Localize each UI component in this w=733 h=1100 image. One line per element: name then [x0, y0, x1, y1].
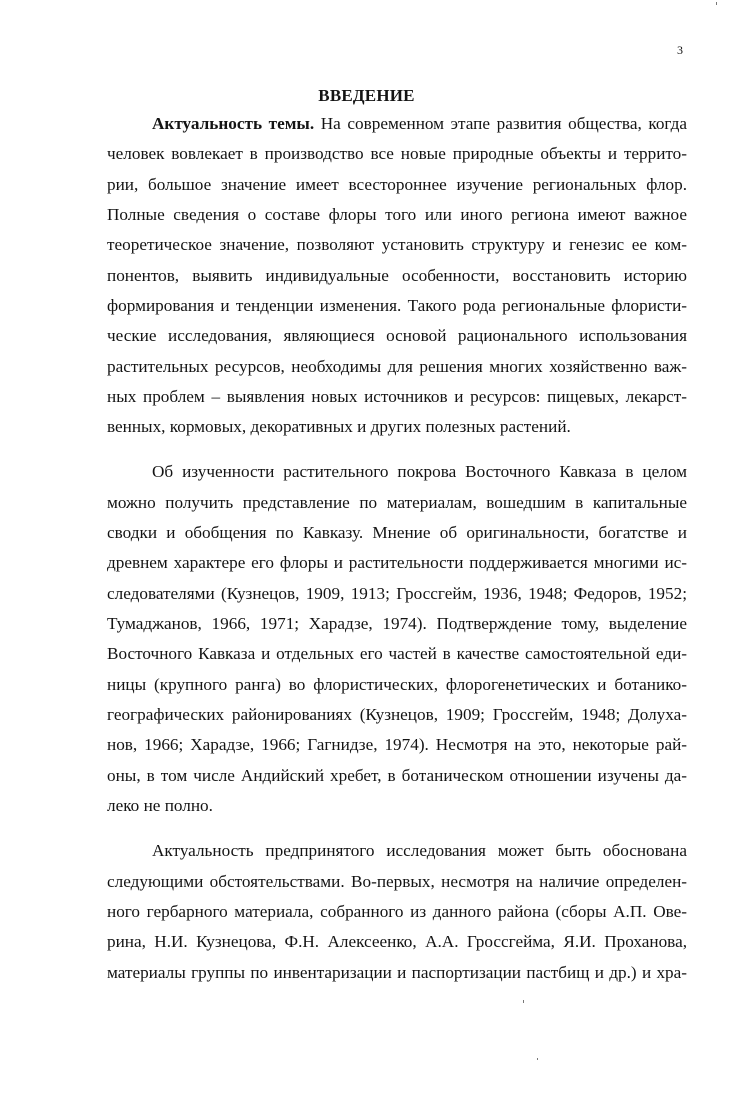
section-heading: ВВЕДЕНИЕ: [318, 86, 415, 105]
paragraph-line: растительных ресурсов, необходимы для решения многих хозяйственно важ-: [107, 357, 687, 376]
paragraph-line: понентов, выявить индивидуальные особенности, восстановить историю: [107, 266, 687, 285]
paragraph-line: древнем характере его флоры и растительности поддерживается многими ис-: [107, 553, 687, 572]
paragraph-line: следователями (Кузнецов, 1909, 1913; Гроссгейм, 1936, 1948; Федоров, 1952;: [107, 584, 687, 603]
paragraph-line: [152, 109, 687, 139]
paragraph-line: Полные сведения о составе флоры того или иного региона имеют важное: [107, 205, 687, 224]
paragraph-line: можно получить представление по материалам, вошедшим в капитальные: [107, 493, 687, 512]
scan-speck: [523, 1000, 524, 1003]
paragraph-line: ческие исследования, являющиеся основой рационального использования: [107, 326, 687, 345]
paragraph-line: рии, большое значение имеет всестороннее изучение региональных флор.: [107, 175, 687, 194]
scan-speck: [716, 2, 717, 5]
paragraph-line: теоретическое значение, позволяют установить структуру и генезис ее ком-: [107, 235, 687, 254]
paragraph-line: венных, кормовых, декоративных и других полезных растений.: [107, 417, 571, 436]
paragraph-line: Тумаджанов, 1966, 1971; Харадзе, 1974). Подтверждение тому, выделение: [107, 614, 687, 633]
paragraph-line: Об изученности растительного покрова Восточного Кавказа в целом: [152, 462, 687, 481]
paragraph-line: географических районированиях (Кузнецов, 1909; Гроссгейм, 1948; Долуха-: [107, 705, 687, 724]
paragraph-line: Восточного Кавказа и отдельных его частей в качестве самостоятельной еди-: [107, 644, 687, 663]
scan-speck: [537, 1058, 538, 1060]
paragraph-line: ницы (крупного ранга) во флористических, флорогенетических и ботанико-: [107, 675, 687, 694]
paragraph-line: следующими обстоятельствами. Во-первых, несмотря на наличие определен-: [107, 872, 687, 891]
paragraph-line: сводки и обобщения по Кавказу. Мнение об оригинальности, богатстве и: [107, 523, 687, 542]
paragraph-line: оны, в том числе Андийский хребет, в ботаническом отношении изучены да-: [107, 766, 687, 785]
paragraph-line: формирования и тенденции изменения. Такого рода региональные флористи-: [107, 296, 687, 315]
page-number: 3: [677, 43, 683, 57]
paragraph-line: Актуальность предпринятого исследования может быть обоснована: [152, 841, 687, 860]
paragraph-line: материалы группы по инвентаризации и паспортизации пастбищ и др.) и хра-: [107, 963, 687, 982]
paragraph-line: ного гербарного материала, собранного из данного района (сборы А.П. Ове-: [107, 902, 687, 921]
lead-phrase: Актуальность темы.: [152, 114, 315, 133]
paragraph-line: человек вовлекает в производство все новые природные объекты и террито-: [107, 144, 687, 163]
paragraph-line: рина, Н.И. Кузнецова, Ф.Н. Алексеенко, А.А. Гроссгейма, Я.И. Проханова,: [107, 932, 687, 951]
paragraph-line: нов, 1966; Харадзе, 1966; Гагнидзе, 1974). Несмотря на это, некоторые рай-: [107, 735, 687, 754]
paragraph-line: леко не полно.: [107, 796, 213, 815]
paragraph-line-text: На современном этапе развития общества, когда: [314, 114, 687, 133]
paragraph-line: ных проблем – выявления новых источников и ресурсов: пищевых, лекарст-: [107, 387, 687, 406]
